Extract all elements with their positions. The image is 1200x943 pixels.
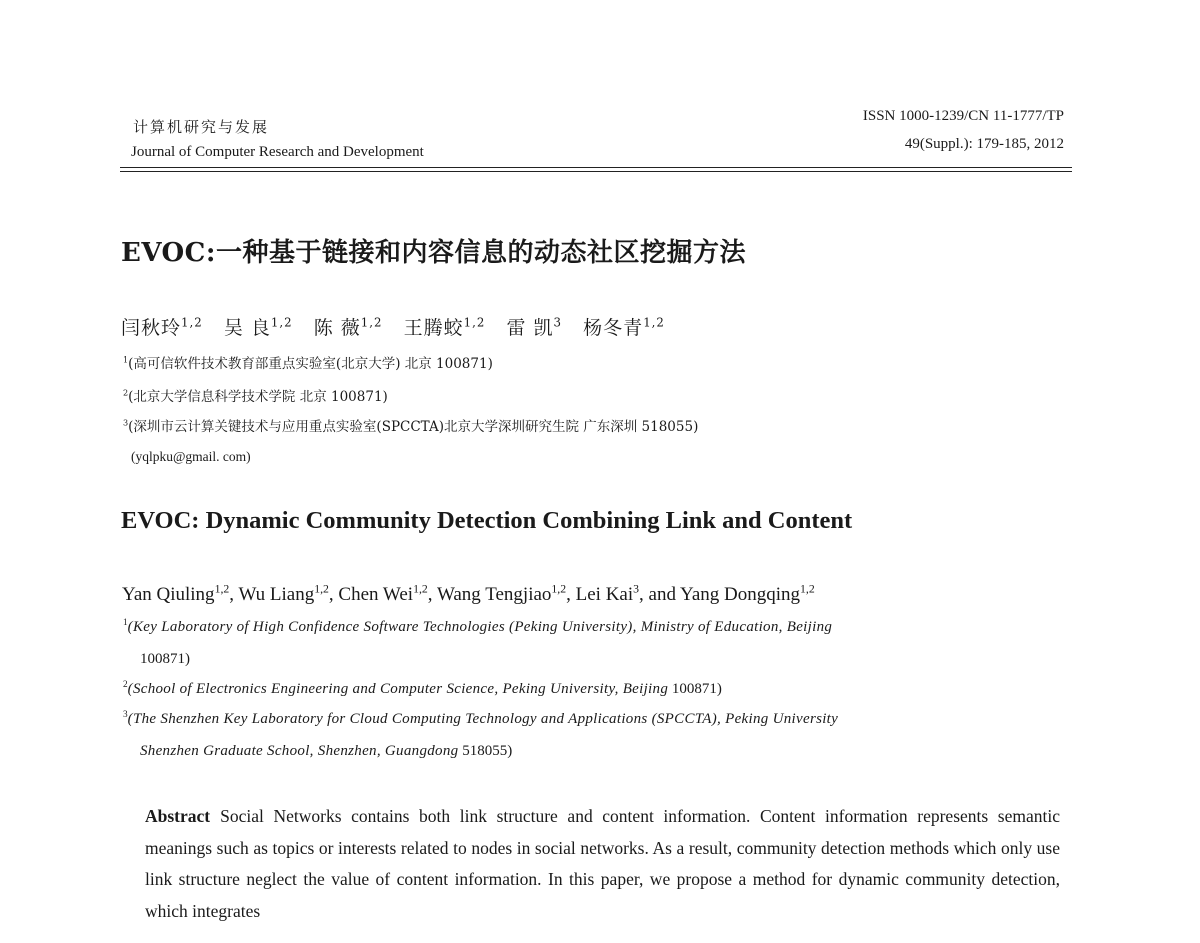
issn-line: ISSN 1000-1239/CN 11-1777/TP — [862, 108, 1064, 124]
journal-name-english: Journal of Computer Research and Development — [131, 144, 424, 160]
affiliation-cn-1: $^1$(高可信软件技术教育部重点实验室(北京大学) 北京 100871) — [123, 354, 493, 372]
affiliation-en-2: $^2$(School of Electronics Engineering and Computer Science, Peking University, Beijing 100871) — [123, 680, 722, 697]
author-cn: 陈 薇$^{1,2}$ — [313, 315, 383, 339]
affiliation-en-1-cont: 100871) — [140, 651, 190, 667]
affiliation-cn-2: $^2$(北京大学信息科学技术学院 北京 100871) — [123, 387, 388, 405]
author-cn: 吴 良$^{1,2}$ — [223, 315, 293, 339]
affiliation-cn-3: $^3$(深圳市云计算关键技术与应用重点实验室(SPCCTA)北京大学深圳研究生院 广东深圳 518055) — [123, 417, 699, 435]
abstract-text: Social Networks contains both link structure and content information. Content information represents semantic meanings such as topics or interests related to nodes in social networks. As a result, community detection methods which only use link structure neglect the value of content information. In this paper, we propose a method for dynamic community detection, which integrates — [145, 806, 1060, 921]
paper-title-english: EVOC: Dynamic Community Detection Combining Link and Content — [121, 507, 853, 534]
affiliation-en-1: $^1$(Key Laboratory of High Confidence Software Technologies (Peking University), Ministry of Education, Beijing — [123, 618, 833, 635]
author-cn: 闫秋玲$^{1,2}$ — [121, 315, 203, 339]
abstract-paragraph — [145, 801, 1060, 927]
author-list-chinese — [121, 313, 665, 340]
author-en: Chen Wei$^{1,2}$ — [338, 582, 428, 605]
author-cn: 杨冬青$^{1,2}$ — [583, 315, 665, 339]
author-en: Wu Liang$^{1,2}$ — [238, 582, 329, 605]
author-and: and — [648, 584, 676, 605]
author-en: Yan Qiuling$^{1,2}$ — [122, 582, 230, 605]
author-cn: 雷 凯$^3$ — [506, 315, 563, 339]
author-en: Lei Kai$^3$ — [575, 582, 640, 605]
abstract-label: Abstract — [145, 806, 211, 826]
header-rule-top — [120, 167, 1072, 168]
volume-pages-year: 49(Suppl.): 179-185, 2012 — [904, 136, 1064, 152]
author-en: Wang Tengjiao$^{1,2}$ — [436, 582, 567, 605]
author-en: Yang Dongqing$^{1,2}$ — [680, 582, 815, 605]
author-cn: 王腾蛟$^{1,2}$ — [403, 315, 486, 339]
author-list-english: Yan Qiuling$^{1,2}$, Wu Liang$^{1,2}$, Chen Wei$^{1,2}$, Wang Tengjiao$^{1,2}$, Lei Kai$^3$, and Yang Dongqing$^{1,2}$ — [122, 582, 815, 605]
author-email: (yqlpku@gmail. com) — [131, 449, 251, 464]
affiliation-en-3: $^3$(The Shenzhen Key Laboratory for Cloud Computing Technology and Applications (SPCCTA), Peking University — [123, 710, 839, 727]
affiliation-en-3-cont: Shenzhen Graduate School, Shenzhen, Guangdong 518055) — [140, 743, 513, 759]
header-rule-bottom — [120, 171, 1072, 172]
journal-name-chinese: 计算机研究与发展 — [133, 118, 270, 136]
paper-title-chinese: EVOC:一种基于链接和内容信息的动态社区挖掘方法 — [121, 238, 746, 268]
